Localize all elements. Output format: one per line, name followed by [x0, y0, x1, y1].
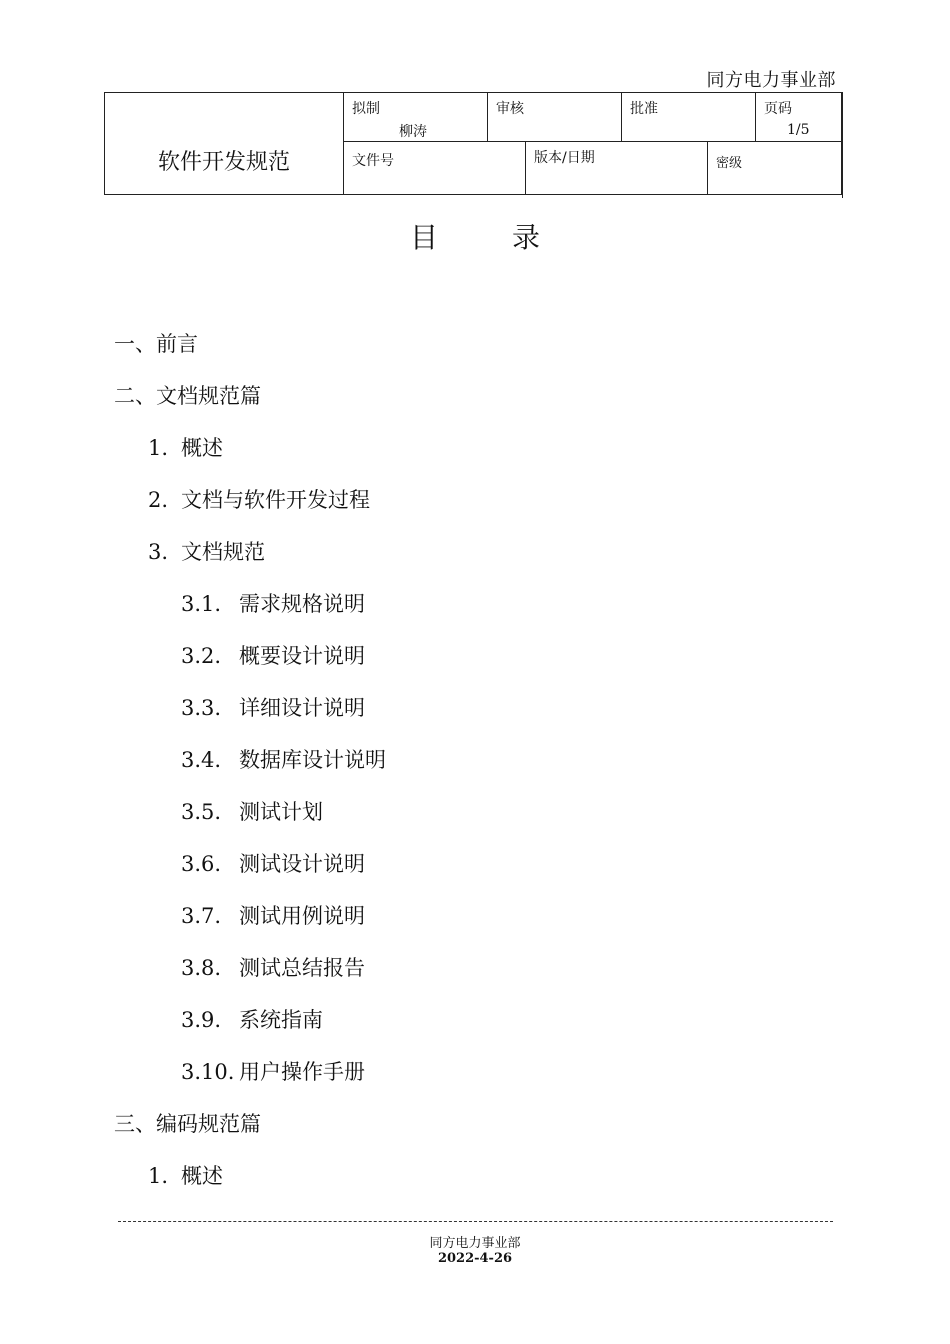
document-title: 软件开发规范	[157, 150, 290, 175]
toc-item[interactable]	[114, 329, 198, 359]
header-organization: 同方电力事业部	[706, 70, 836, 91]
table-right-border	[842, 92, 843, 198]
toc-item-text: 三、编码规范篇	[114, 1112, 261, 1136]
toc-item-text: 数据库设计说明	[239, 748, 386, 772]
toc-item-number: 3.9.	[181, 1008, 222, 1032]
page-number: 1/5	[787, 122, 810, 138]
toc-item-number: 3.3.	[181, 696, 222, 720]
footer-organization: 同方电力事业部	[429, 1236, 521, 1251]
toc-heading-left: 目	[409, 221, 438, 254]
toc-heading	[0, 216, 950, 256]
divider	[621, 93, 622, 141]
toc-item[interactable]	[148, 1161, 223, 1191]
toc-item-text: 概述	[181, 1164, 223, 1188]
toc-item-text: 系统指南	[239, 1008, 323, 1032]
toc-item-text: 用户操作手册	[239, 1060, 365, 1084]
toc-item-number: 3.2.	[181, 644, 222, 668]
toc-item-text: 一、前言	[114, 332, 198, 356]
toc-item-number: 1.	[148, 1164, 169, 1188]
draft-value: 柳涛	[399, 124, 427, 140]
toc-item[interactable]	[148, 485, 370, 515]
toc-item[interactable]	[181, 1005, 323, 1035]
divider	[525, 141, 526, 194]
toc-item[interactable]	[181, 641, 365, 671]
toc-item[interactable]	[181, 589, 365, 619]
document-header-table	[104, 92, 842, 195]
toc-item-number: 3.	[148, 540, 169, 564]
page-label: 页码	[764, 101, 792, 117]
divider	[343, 141, 841, 142]
toc-item[interactable]	[114, 1109, 261, 1139]
toc-item-text: 测试设计说明	[239, 852, 365, 876]
toc-item-number: 3.8.	[181, 956, 222, 980]
toc-item-number: 3.4.	[181, 748, 222, 772]
toc-item[interactable]	[181, 745, 386, 775]
toc-item-text: 需求规格说明	[239, 592, 365, 616]
toc-item-text: 概要设计说明	[239, 644, 365, 668]
review-label: 审核	[496, 101, 524, 117]
toc-item[interactable]	[181, 849, 365, 879]
toc-item-text: 概述	[181, 436, 223, 460]
toc-item-number: 3.5.	[181, 800, 222, 824]
toc-item-text: 测试总结报告	[239, 956, 365, 980]
toc-item[interactable]	[181, 953, 365, 983]
toc-item-number: 1.	[148, 436, 169, 460]
footer-date: 2022-4-26	[437, 1251, 513, 1266]
toc-item[interactable]	[181, 1057, 365, 1087]
toc-heading-right: 录	[512, 221, 541, 254]
toc-item-number: 2.	[148, 488, 169, 512]
divider	[487, 93, 488, 141]
toc-item[interactable]	[148, 537, 265, 567]
toc-item[interactable]	[114, 381, 261, 411]
secrecy-label: 密级	[716, 156, 743, 171]
file-number-label: 文件号	[352, 153, 394, 169]
toc-item-text: 详细设计说明	[239, 696, 365, 720]
draft-label: 拟制	[352, 101, 380, 117]
divider	[343, 93, 344, 194]
divider	[755, 93, 756, 141]
toc-item[interactable]	[181, 797, 323, 827]
version-date-label: 版本/日期	[534, 150, 595, 166]
toc-item-text: 二、文档规范篇	[114, 384, 261, 408]
toc-item-text: 文档与软件开发过程	[181, 488, 370, 512]
toc-item[interactable]	[181, 693, 365, 723]
toc-item-number: 3.10.	[181, 1060, 235, 1084]
toc-item-number: 3.6.	[181, 852, 222, 876]
divider	[707, 141, 708, 194]
toc-item-number: 3.7.	[181, 904, 222, 928]
toc-item-text: 测试计划	[239, 800, 323, 824]
toc-item[interactable]	[148, 433, 223, 463]
approve-label: 批准	[630, 101, 658, 117]
footer-divider	[118, 1221, 833, 1222]
toc-item-text: 测试用例说明	[239, 904, 365, 928]
toc-item[interactable]	[181, 901, 365, 931]
toc-item-number: 3.1.	[181, 592, 222, 616]
toc-item-text: 文档规范	[181, 540, 265, 564]
